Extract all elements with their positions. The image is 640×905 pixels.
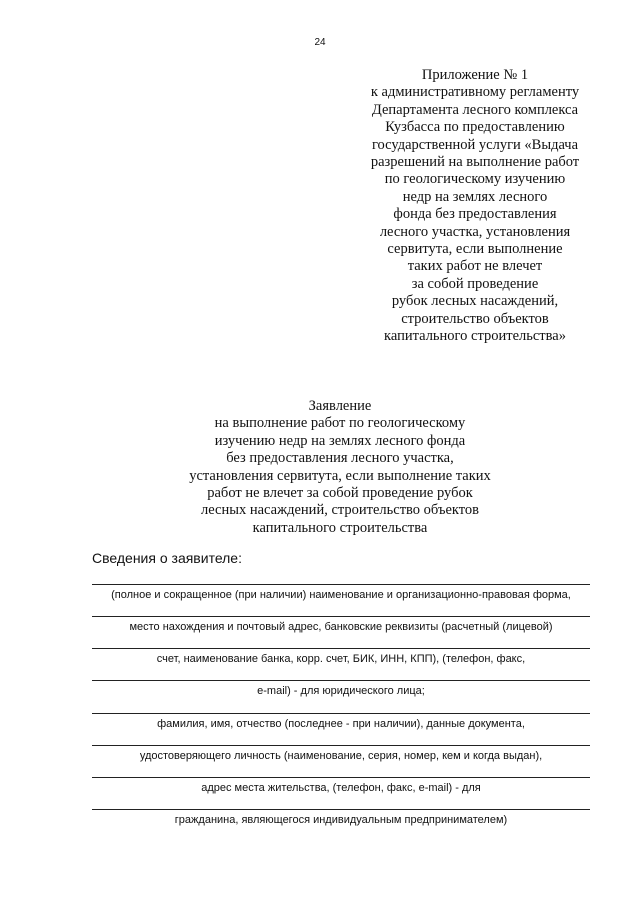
statement-line: без предоставления лесного участка, (226, 450, 454, 467)
statement-line: изучению недр на землях лесного фонда (214, 432, 466, 449)
page-number: 24 (314, 37, 326, 48)
appendix-line: лесного участка, установления (379, 223, 571, 240)
appendix-line: фонда без предоставления (393, 206, 557, 223)
field-caption: удостоверяющего личность (наименование, серия, номер, кем и когда выдан), (139, 750, 543, 762)
field-caption: место нахождения и почтовый адрес, банковские реквизиты (расчетный (лицевой) (129, 621, 553, 633)
statement-line: капитального строительства (252, 519, 428, 536)
appendix-header (355, 67, 595, 346)
appendix-line: за собой проведение (411, 275, 539, 292)
applicant-bank-field[interactable] (92, 648, 590, 649)
field-caption: фамилия, имя, отчество (последнее - при наличии), данные документа, (157, 718, 525, 730)
appendix-line: Департамента лесного комплекса (371, 101, 579, 118)
field-caption: адрес места жительства, (телефон, факс, e-mail) - для (201, 782, 481, 794)
applicant-entrepreneur-field[interactable] (92, 809, 590, 810)
field-caption: e-mail) - для юридического лица; (257, 685, 425, 697)
appendix-line: недр на землях лесного (402, 188, 548, 205)
applicant-address-field[interactable] (92, 616, 590, 617)
appendix-line: государственной услуги «Выдача (371, 136, 579, 153)
statement-line: на выполнение работ по геологическому (214, 415, 466, 432)
appendix-line: разрешений на выполнение работ (370, 154, 580, 171)
field-caption: счет, наименование банка, корр. счет, БИК, ИНН, КПП), (телефон, факс, (156, 653, 526, 665)
appendix-line: таких работ не влечет (407, 258, 543, 275)
appendix-line: по геологическому изучению (384, 171, 566, 188)
applicant-person-field[interactable] (92, 713, 590, 714)
statement-title (140, 398, 540, 537)
applicant-id-document-field[interactable] (92, 745, 590, 746)
statement-line: работ не влечет за собой проведение рубок (207, 485, 473, 502)
applicant-contacts-field[interactable] (92, 680, 590, 681)
applicant-residence-field[interactable] (92, 777, 590, 778)
appendix-line: Кузбасса по предоставлению (385, 119, 565, 136)
appendix-line: строительство объектов (401, 310, 549, 327)
appendix-line: к административному регламенту (370, 84, 580, 101)
appendix-line: рубок лесных насаждений, (391, 293, 559, 310)
appendix-line: капитального строительства» (384, 328, 566, 345)
statement-line: установления сервитута, если выполнение таких (189, 467, 491, 484)
statement-line: лесных насаждений, строительство объектов (201, 502, 479, 519)
statement-line: Заявление (308, 398, 372, 414)
appendix-line: сервитута, если выполнение (387, 241, 563, 258)
field-caption: (полное и сокращенное (при наличии) наименование и организационно-правовая форма, (111, 589, 571, 601)
field-caption: гражданина, являющегося индивидуальным предпринимателем) (174, 814, 508, 826)
applicant-heading: Сведения о заявителе: (92, 550, 242, 566)
appendix-line: Приложение № 1 (421, 67, 529, 83)
applicant-name-field[interactable] (92, 584, 590, 585)
